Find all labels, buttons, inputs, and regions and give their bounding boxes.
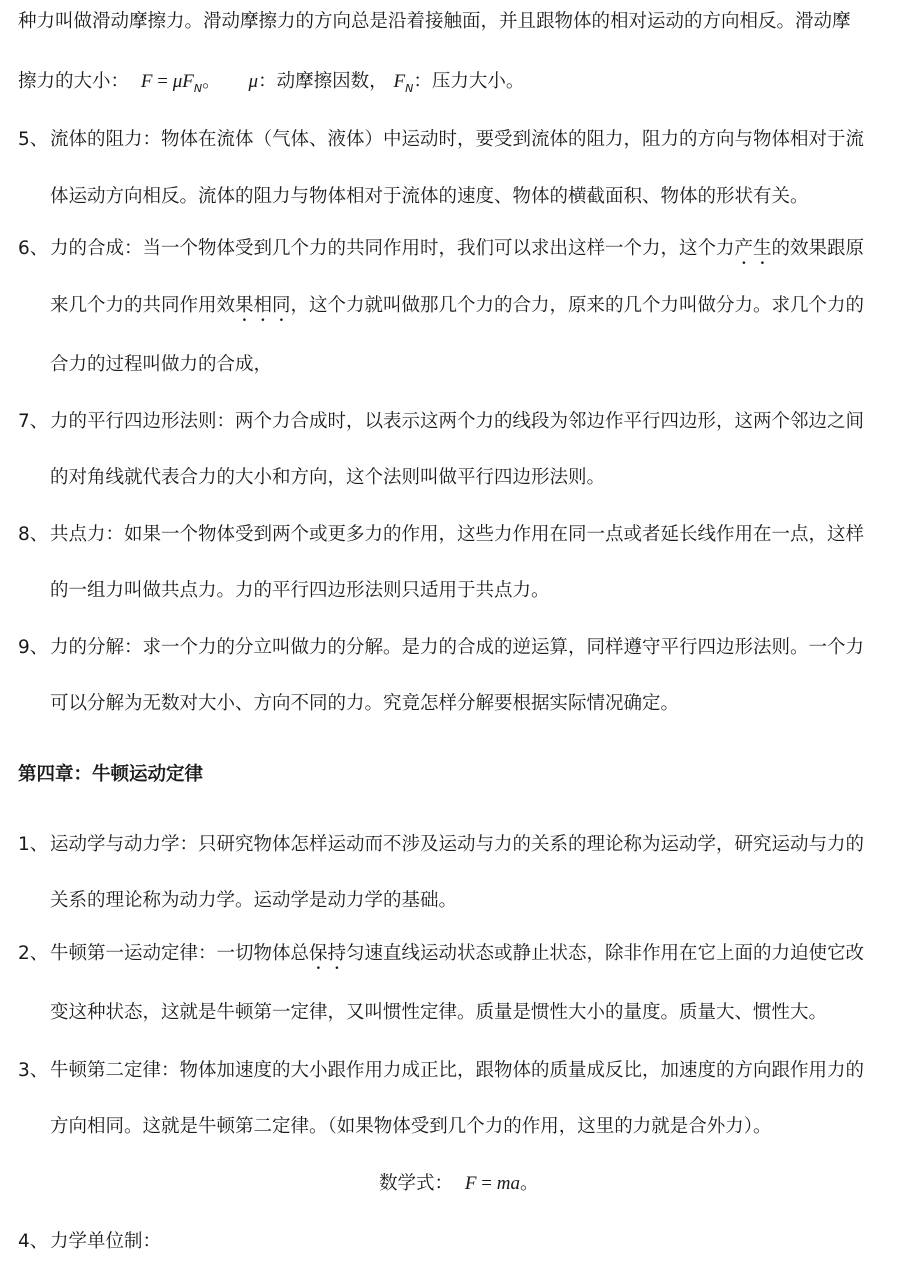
item-text-line-1: 共点力：如果一个物体受到两个或更多力的作用，这些力作用在同一点或者延长线作用在一点，这样 — [50, 524, 865, 545]
friction-text-line-1: 种力叫做滑动摩擦力。滑动摩擦力的方向总是沿着接触面，并且跟物体的相对运动的方向相反。滑动摩 — [18, 11, 851, 32]
item-number: 9、 — [18, 637, 49, 658]
item-text-line-2: 来几个力的共同作用效果相同，这个力就叫做那几个力的合力，原来的几个力叫做分力。求几个力的 — [50, 295, 865, 316]
item-number: 2、 — [18, 943, 49, 964]
item-text-line-2: 关系的理论称为动力学。运动学是动力学的基础。 — [50, 890, 458, 911]
item-text-line-1: 力的分解：求一个力的分立叫做力的分解。是力的合成的逆运算，同样遵守平行四边形法则。一个力 — [50, 637, 865, 658]
item-number: 4、 — [18, 1231, 49, 1252]
list-item-newton-second-law — [0, 1058, 899, 1084]
chapter-4-heading: 第四章：牛顿运动定律 — [18, 764, 204, 785]
item-text-line-1: 力的合成：当一个物体受到几个力的共同作用时，我们可以求出这样一个力，这个力产生的效果跟原 — [50, 238, 865, 259]
item-text-line-2: 的对角线就代表合力的大小和方向，这个法则叫做平行四边形法则。 — [50, 467, 606, 488]
item-number: 6、 — [18, 238, 49, 259]
item-number: 3、 — [18, 1060, 49, 1081]
list-item-unit-system — [0, 1229, 899, 1255]
item-number: 1、 — [18, 834, 49, 855]
friction-formula: $F = \mu F_N$。 — [140, 71, 221, 95]
list-item-fluid-resistance — [0, 127, 899, 153]
item-text-line-2: 变这种状态，这就是牛顿第一定律，又叫惯性定律。质量是惯性大小的量度。质量大、惯性大。 — [50, 1002, 828, 1023]
list-item-newton-first-law — [0, 941, 899, 967]
item-text-line-2: 体运动方向相反。流体的阻力与物体相对于流体的速度、物体的横截面积、物体的形状有关。 — [50, 186, 809, 207]
item-text-line-1: 运动学与动力学：只研究物体怎样运动而不涉及运动与力的关系的理论称为运动学，研究运动与力的 — [50, 834, 865, 855]
friction-text-line-2 — [18, 69, 524, 95]
item-text-line-2: 可以分解为无数对大小、方向不同的力。究竟怎样分解要根据实际情况确定。 — [50, 693, 680, 714]
item-text-line-1: 牛顿第二定律：物体加速度的大小跟作用力成正比，跟物体的质量成反比，加速度的方向跟作用力的 — [50, 1060, 865, 1081]
item-text-line-1: 力学单位制： — [50, 1231, 162, 1252]
item-text-line-3: 合力的过程叫做力的合成， — [50, 354, 273, 375]
item-number: 5、 — [18, 129, 49, 150]
list-item-kinematics-dynamics — [0, 832, 899, 858]
friction-magnitude-label: 擦力的大小： — [18, 71, 130, 92]
fn-definition: $F_N$：压力大小。 — [393, 71, 525, 95]
item-number: 7、 — [18, 411, 49, 432]
item-text-line-2: 的一组力叫做共点力。力的平行四边形法则只适用于共点力。 — [50, 580, 550, 601]
list-item-force-decomposition — [0, 635, 899, 661]
item-number: 8、 — [18, 524, 49, 545]
item-text-line-1: 流体的阻力：物体在流体（气体、液体）中运动时，要受到流体的阻力，阻力的方向与物体相对于流 — [50, 129, 865, 150]
mu-definition: μ：动摩擦因数， — [248, 71, 388, 92]
list-item-parallelogram-rule — [0, 409, 899, 435]
item-text-line-2: 方向相同。这就是牛顿第二定律。（如果物体受到几个力的作用，这里的力就是合外力）。 — [50, 1116, 772, 1137]
list-item-force-composition — [0, 236, 899, 262]
list-item-concurrent-forces — [0, 522, 899, 548]
item-text-line-1: 牛顿第一运动定律：一切物体总保持匀速直线运动状态或静止状态，除非作用在它上面的力迫使它改 — [50, 943, 865, 964]
item-text-line-1: 力的平行四边形法则：两个力合成时，以表示这两个力的线段为邻边作平行四边形，这两个邻边之间 — [50, 411, 865, 432]
newton-second-law-formula: 数学式： F = ma。 — [379, 1173, 539, 1194]
formula-label: 数学式： — [379, 1173, 454, 1194]
